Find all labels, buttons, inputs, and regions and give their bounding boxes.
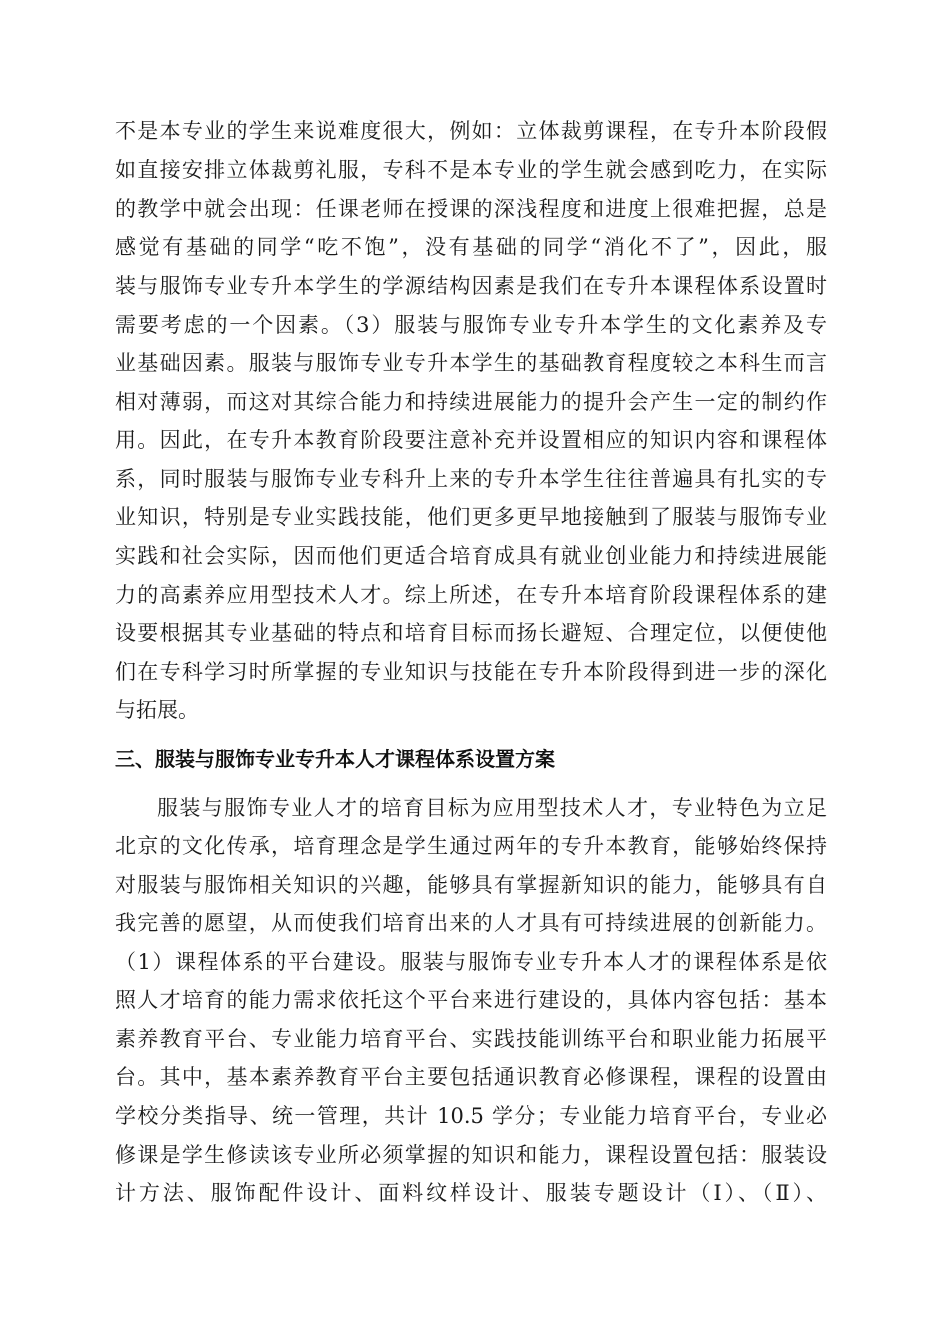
paragraph-line: （1）课程体系的平台建设。服装与服饰专业专升本人才的课程体系是依 (115, 950, 827, 974)
paragraph-line: 台。其中，基本素养教育平台主要包括通识教育必修课程，课程的设置由 (115, 1065, 827, 1089)
paragraph-line: 如直接安排立体裁剪礼服，专科不是本专业的学生就会感到吃力，在实际 (115, 158, 827, 182)
paragraph-line: 照人才培育的能力需求依托这个平台来进行建设的，具体内容包括：基本 (115, 988, 827, 1012)
paragraph-line: 装与服饰专业专升本学生的学源结构因素是我们在专升本课程体系设置时 (115, 274, 827, 298)
paragraph-line: 需要考虑的一个因素。（3）服装与服饰专业专升本学生的文化素养及专 (115, 313, 827, 337)
paragraph-line: 们在专科学习时所掌握的专业知识与技能在专升本阶段得到进一步的深化 (115, 660, 827, 684)
paragraph-line: 系，同时服装与服饰专业专科升上来的专升本学生往往普遍具有扎实的专 (115, 467, 827, 491)
section-heading: 三、服装与服饰专业专升本人才课程体系设置方案 (115, 747, 555, 771)
paragraph-line: 用。因此，在专升本教育阶段要注意补充并设置相应的知识内容和课程体 (115, 428, 827, 452)
paragraph-line: 对服装与服饰相关知识的兴趣，能够具有掌握新知识的能力，能够具有自 (115, 873, 827, 897)
paragraph-line: 素养教育平台、专业能力培育平台、实践技能训练平台和职业能力拓展平 (115, 1027, 827, 1051)
paragraph-line: 修课是学生修读该专业所必须掌握的知识和能力，课程设置包括：服装设 (115, 1143, 827, 1167)
paragraph-line: 感觉有基础的同学“吃不饱”，没有基础的同学“消化不了”，因此，服 (115, 235, 827, 259)
paragraph-line: 实践和社会实际，因而他们更适合培育成具有就业创业能力和持续进展能 (115, 544, 827, 568)
paragraph-line: 计方法、服饰配件设计、面料纹样设计、服装专题设计（Ⅰ）、（Ⅱ）、 (115, 1181, 827, 1205)
paragraph-line: 不是本专业的学生来说难度很大，例如：立体裁剪课程，在专升本阶段假 (115, 119, 827, 143)
paragraph-line: 我完善的愿望，从而使我们培育出来的人才具有可持续进展的创新能力。 (115, 911, 827, 935)
paragraph-line: 设要根据其专业基础的特点和培育目标而扬长避短、合理定位，以便使他 (115, 621, 827, 645)
paragraph-line: 北京的文化传承，培育理念是学生通过两年的专升本教育，能够始终保持 (115, 834, 827, 858)
paragraph-line: 相对薄弱，而这对其综合能力和持续进展能力的提升会产生一定的制约作 (115, 390, 827, 414)
paragraph-line: 与拓展。 (115, 698, 199, 722)
paragraph-line: 的教学中就会出现：任课老师在授课的深浅程度和进度上很难把握，总是 (115, 197, 827, 221)
paragraph-line: 业基础因素。服装与服饰专业专升本学生的基础教育程度较之本科生而言 (115, 351, 827, 375)
paragraph-line: 学校分类指导、统一管理，共计 10.5 学分；专业能力培育平台，专业必 (115, 1104, 827, 1128)
paragraph-line: 业知识，特别是专业实践技能，他们更多更早地接触到了服装与服饰专业 (115, 505, 827, 529)
paragraph-line: 服装与服饰专业人才的培育目标为应用型技术人才，专业特色为立足 (157, 796, 827, 820)
paragraph-line: 力的高素养应用型技术人才。综上所述，在专升本培育阶段课程体系的建 (115, 583, 827, 607)
